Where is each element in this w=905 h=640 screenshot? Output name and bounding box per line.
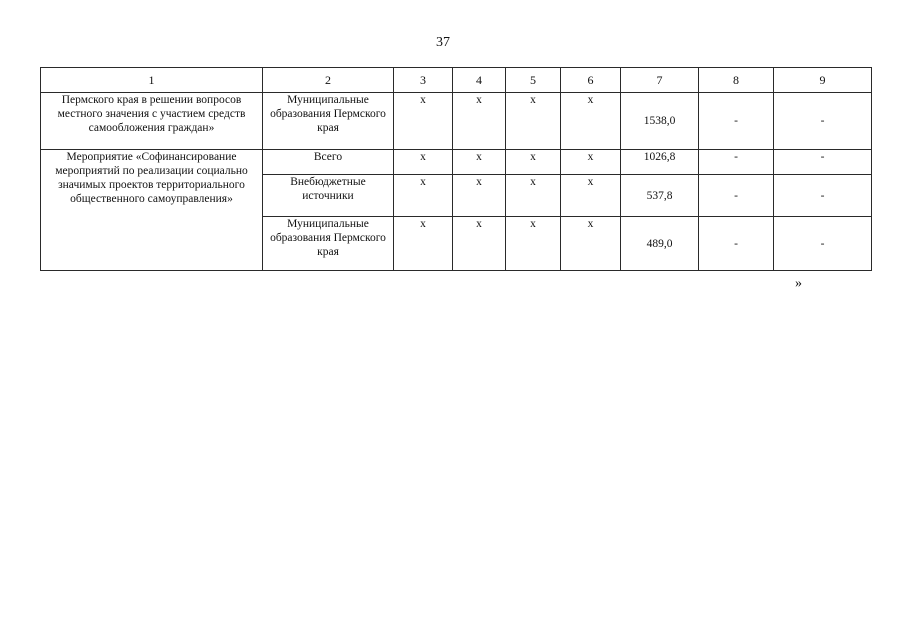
cell-col-4: х bbox=[453, 175, 506, 217]
cell-col-5: х bbox=[506, 150, 561, 175]
cell-col-4: х bbox=[453, 150, 506, 175]
cell-col-4: х bbox=[453, 93, 506, 150]
cell-col-8: - bbox=[699, 93, 774, 150]
amount-value: 537,8 bbox=[621, 175, 699, 217]
cell-col-8: - bbox=[699, 175, 774, 217]
cell-col-6: х bbox=[561, 217, 621, 271]
column-number-4: 4 bbox=[453, 68, 506, 93]
column-number-2: 2 bbox=[263, 68, 394, 93]
closing-quote: » bbox=[795, 276, 802, 291]
measure-title: Пермского края в решении вопросов местного значения с участием средств самообложения граждан» bbox=[41, 93, 263, 150]
column-number-1: 1 bbox=[41, 68, 263, 93]
column-number-8: 8 bbox=[699, 68, 774, 93]
cell-col-5: х bbox=[506, 175, 561, 217]
cell-col-8: - bbox=[699, 150, 774, 175]
cell-col-4: х bbox=[453, 217, 506, 271]
page-number: 37 bbox=[436, 35, 450, 50]
cell-col-6: х bbox=[561, 175, 621, 217]
table-row bbox=[41, 93, 872, 150]
cell-col-9: - bbox=[774, 93, 872, 150]
funding-source: Всего bbox=[263, 150, 394, 175]
cell-col-3: х bbox=[394, 93, 453, 150]
amount-value: 489,0 bbox=[621, 217, 699, 271]
column-number-6: 6 bbox=[561, 68, 621, 93]
table-header-row bbox=[41, 68, 872, 93]
funding-source: Муниципальные образования Пермского края bbox=[263, 217, 394, 271]
column-number-3: 3 bbox=[394, 68, 453, 93]
funding-source: Муниципальные образования Пермского края bbox=[263, 93, 394, 150]
cell-col-9: - bbox=[774, 175, 872, 217]
cell-col-3: х bbox=[394, 150, 453, 175]
cell-col-5: х bbox=[506, 217, 561, 271]
cell-col-6: х bbox=[561, 150, 621, 175]
cell-col-9: - bbox=[774, 217, 872, 271]
column-number-7: 7 bbox=[621, 68, 699, 93]
cell-col-6: х bbox=[561, 93, 621, 150]
amount-value: 1026,8 bbox=[621, 150, 699, 175]
cell-col-3: х bbox=[394, 217, 453, 271]
cell-col-3: х bbox=[394, 175, 453, 217]
column-number-9: 9 bbox=[774, 68, 872, 93]
cell-col-5: х bbox=[506, 93, 561, 150]
table-row bbox=[41, 150, 872, 175]
cell-col-8: - bbox=[699, 217, 774, 271]
funding-source: Внебюджетные источники bbox=[263, 175, 394, 217]
column-number-5: 5 bbox=[506, 68, 561, 93]
measure-title: Мероприятие «Софинансирование мероприятий по реализации социально значимых проектов территориального общественного самоуправления» bbox=[41, 150, 263, 271]
amount-value: 1538,0 bbox=[621, 93, 699, 150]
program-table bbox=[40, 67, 872, 271]
cell-col-9: - bbox=[774, 150, 872, 175]
